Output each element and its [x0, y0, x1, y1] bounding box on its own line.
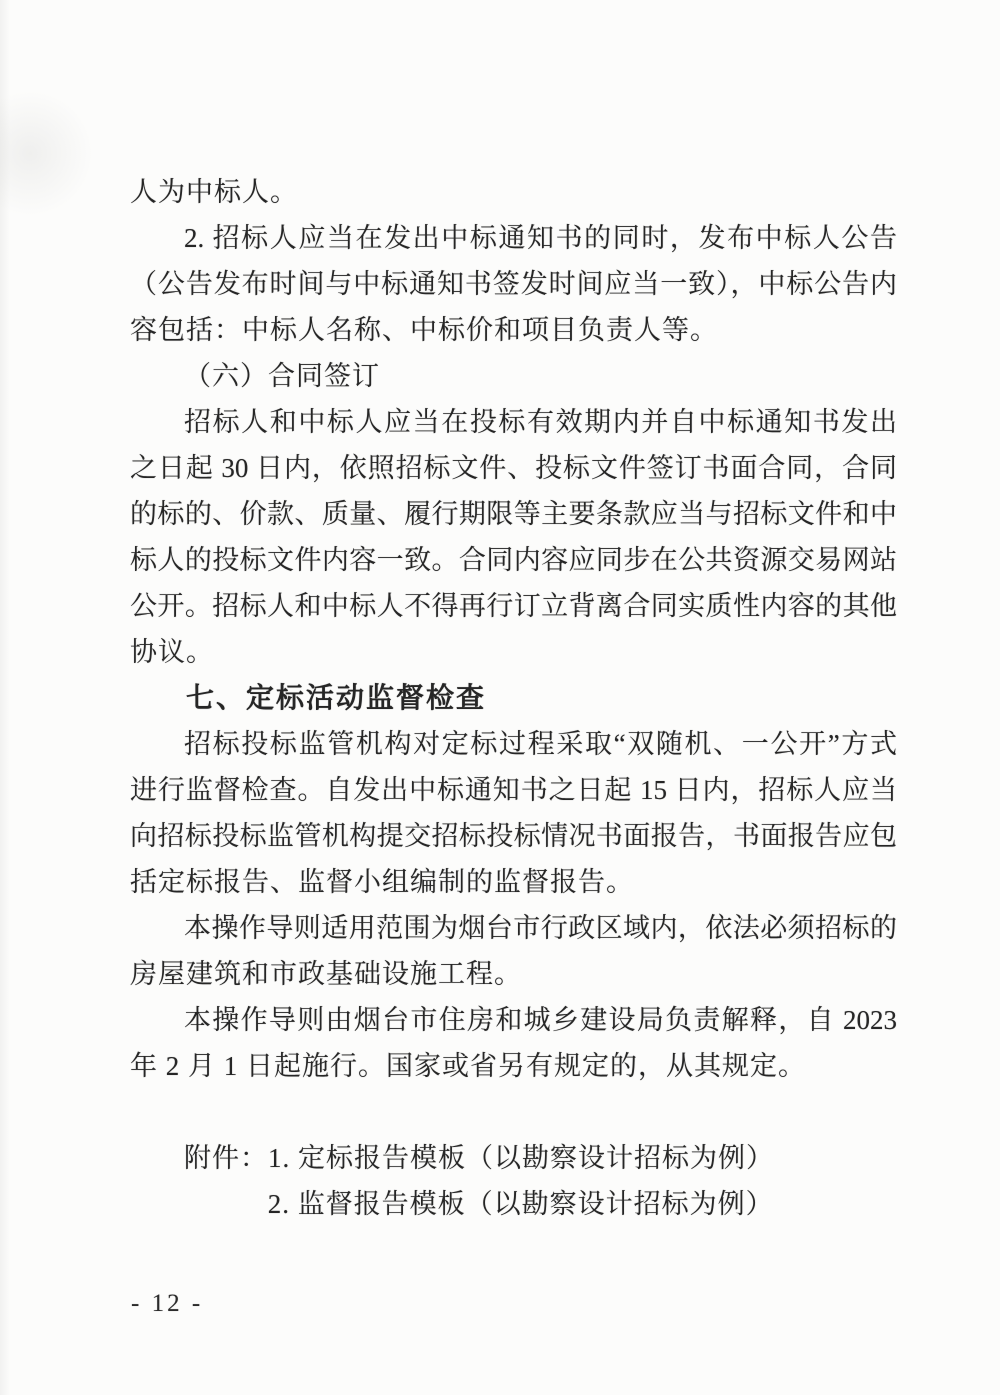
doc-line: 本操作导则适用范围为烟台市行政区域内，依法必须招标的: [184, 913, 897, 943]
doc-line: 协议。: [130, 637, 214, 667]
document-body: [130, 169, 897, 1227]
attachment-line-2: 2. 监督报告模板（以勘察设计招标为例）: [267, 1189, 774, 1219]
doc-line: （公告发布时间与中标通知书签发时间应当一致），中标公告内: [130, 269, 897, 299]
doc-line: 标人的投标文件内容一致。合同内容应同步在公共资源交易网站: [130, 545, 897, 575]
doc-line: 房屋建筑和市政基础设施工程。: [130, 959, 522, 989]
doc-line: 之日起 30 日内，依照招标文件、投标文件签订书面合同，合同: [130, 453, 897, 483]
doc-line: 招标投标监管机构对定标过程采取“双随机、一公开”方式: [184, 729, 897, 759]
doc-line: 的标的、价款、质量、履行期限等主要条款应当与招标文件和中: [130, 499, 897, 529]
attachment-line-1: 附件：1. 定标报告模板（以勘察设计招标为例）: [184, 1143, 774, 1173]
doc-line: 向招标投标监管机构提交招标投标情况书面报告，书面报告应包: [130, 821, 897, 851]
section-heading-supervision: 七、定标活动监督检查: [186, 682, 487, 713]
doc-line-continuation: 人为中标人。: [130, 177, 298, 207]
doc-line: 括定标报告、监督小组编制的监督报告。: [130, 867, 634, 897]
doc-line: 年 2 月 1 日起施行。国家或省另有规定的，从其规定。: [130, 1051, 806, 1081]
doc-line: 招标人和中标人应当在投标有效期内并自中标通知书发出: [184, 407, 897, 437]
blank-line: [130, 1089, 897, 1135]
doc-line: 容包括：中标人名称、中标价和项目负责人等。: [130, 315, 718, 345]
doc-line: 进行监督检查。自发出中标通知书之日起 15 日内，招标人应当: [130, 775, 897, 805]
subsection-heading-contract-signing: （六）合同签订: [184, 361, 380, 391]
doc-line: 2. 招标人应当在发出中标通知书的同时，发布中标人公告: [184, 223, 897, 253]
doc-line: 公开。招标人和中标人不得再行订立背离合同实质性内容的其他: [130, 591, 897, 621]
page-number: - 12 -: [131, 1290, 204, 1317]
doc-line: 本操作导则由烟台市住房和城乡建设局负责解释，自 2023: [184, 1005, 897, 1035]
